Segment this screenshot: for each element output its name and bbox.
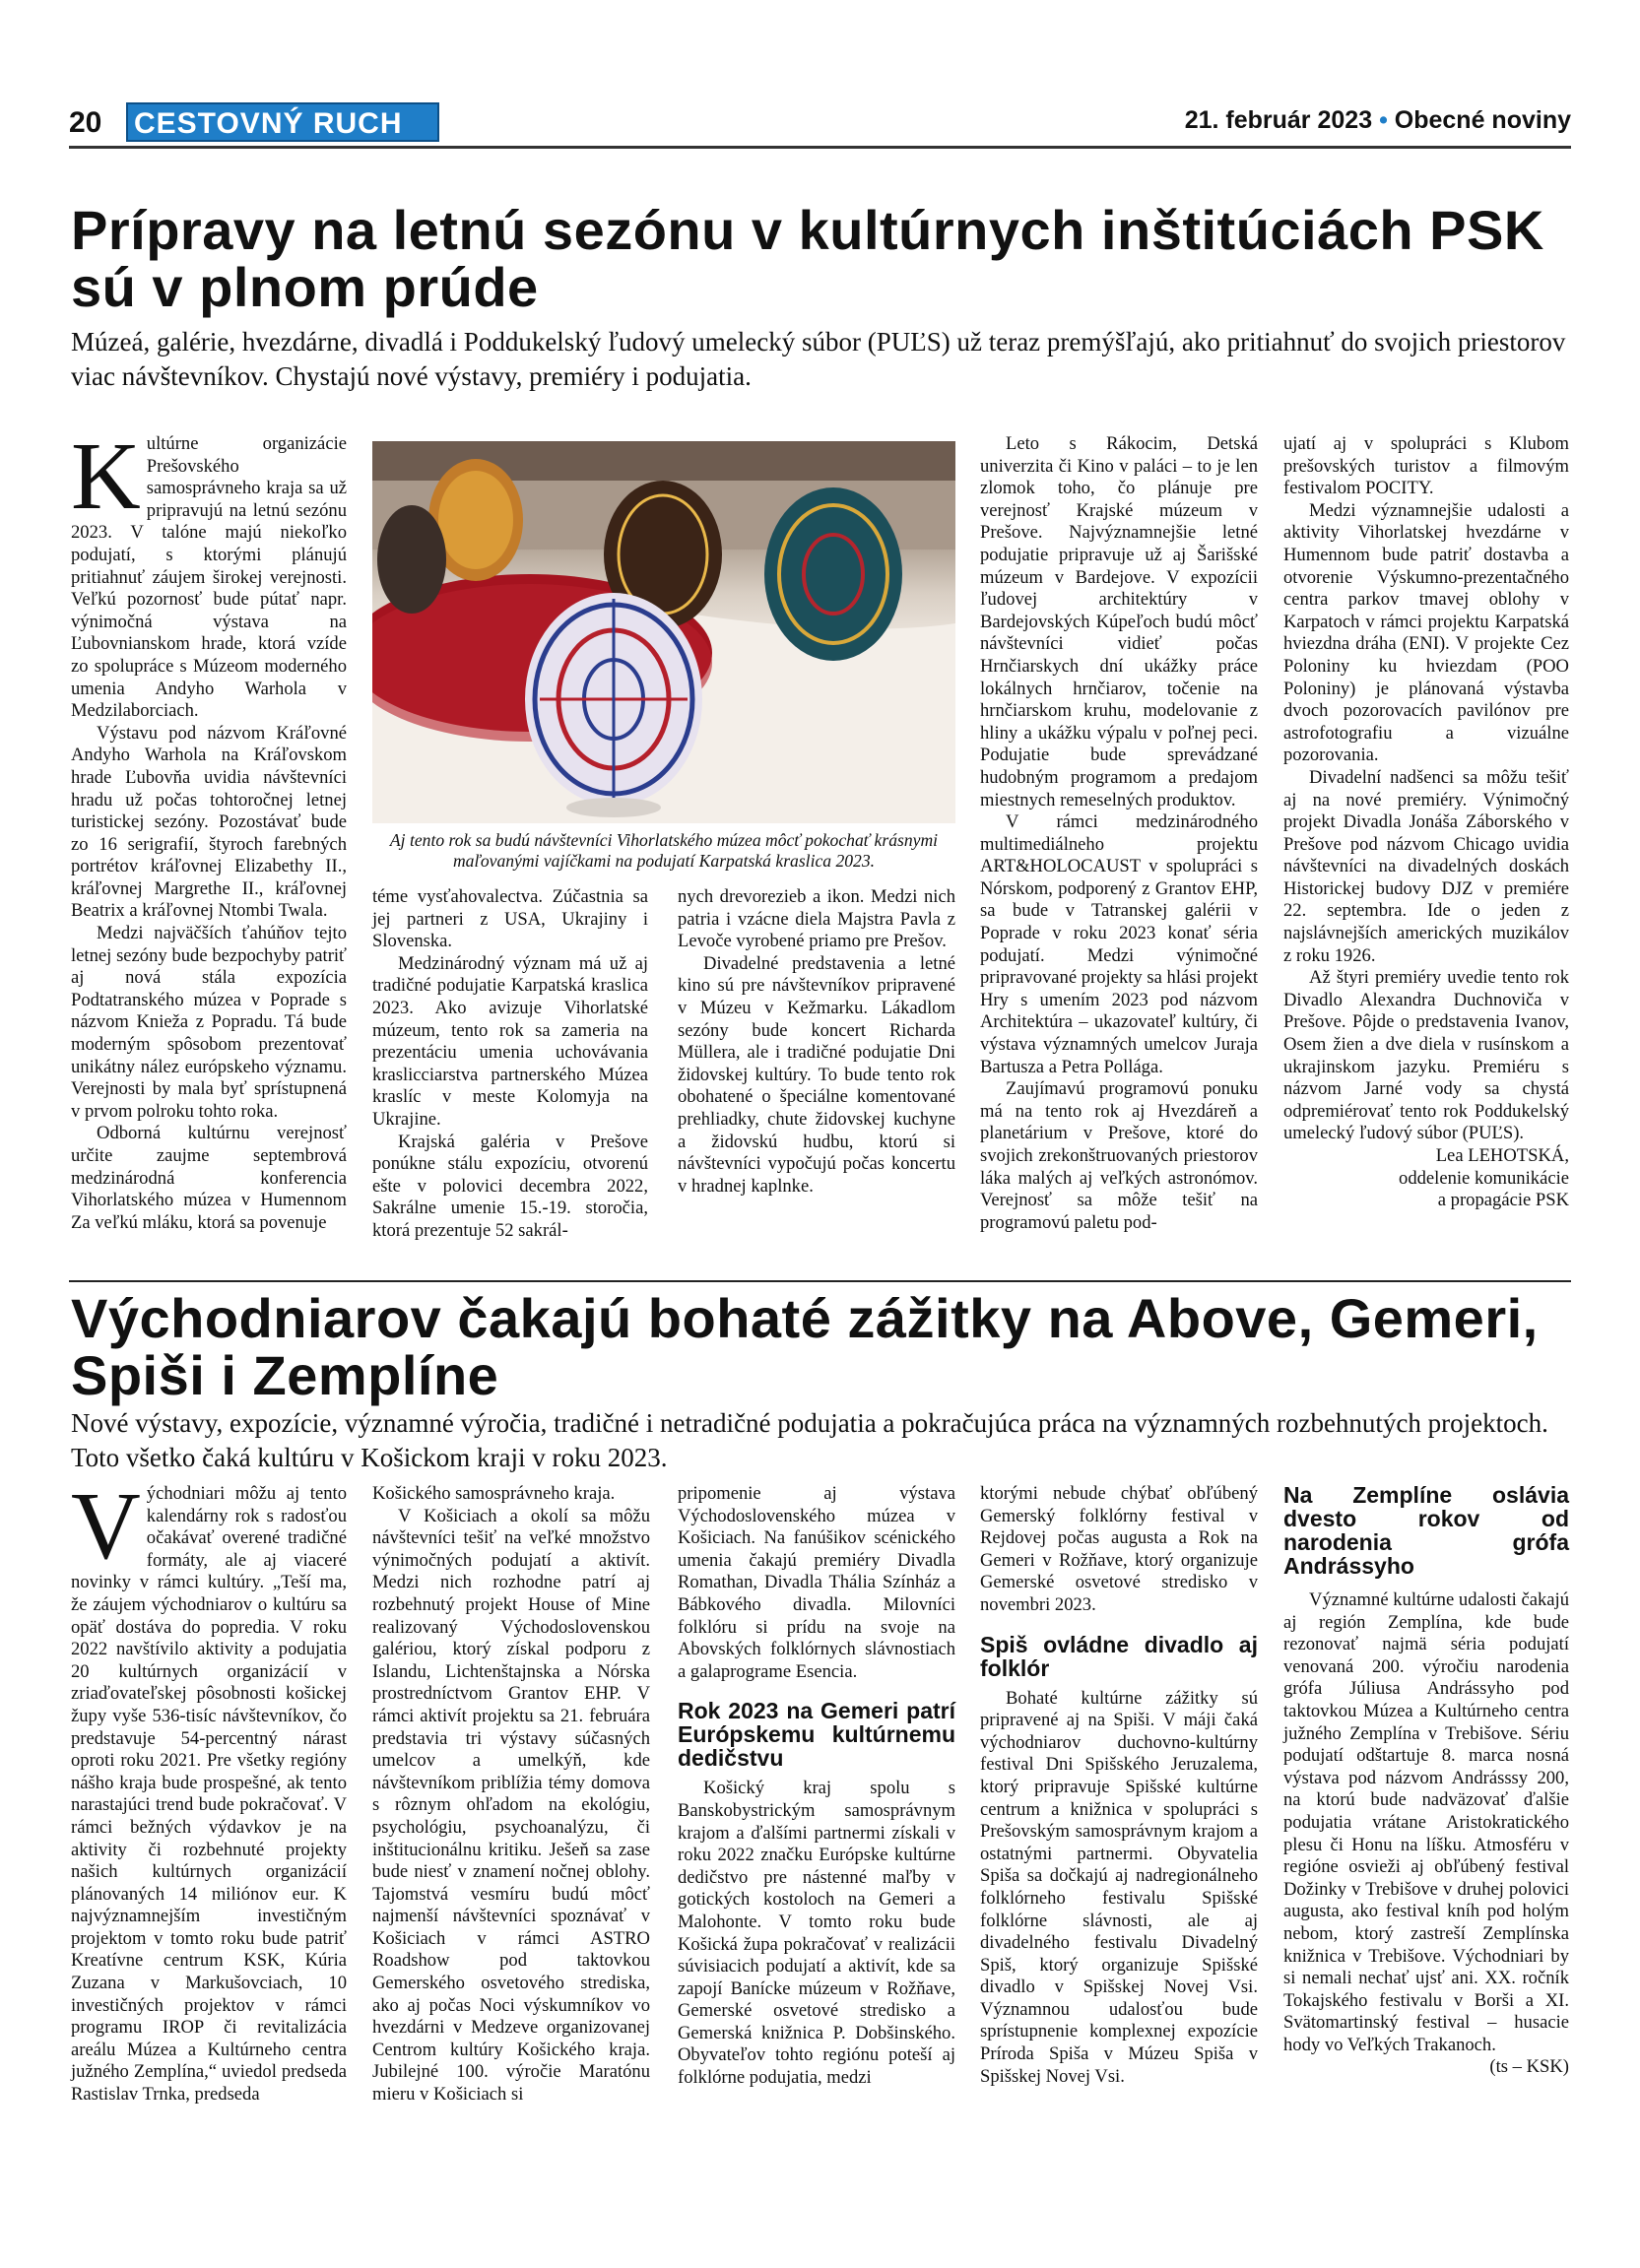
- article1-headline-line1: Prípravy na letnú sezónu v kultúrnych inštitúciách PSK: [71, 199, 1544, 261]
- article1-headline-line2: sú v plnom prúde: [71, 256, 539, 318]
- article2-headline: [71, 1287, 1578, 1406]
- paragraph: Divadelní nadšenci sa môžu tešiť aj na nové premiéry. Výnimočný projekt Divadla Jonáša Záborského v Prešove pod názvom Chicago uvidia návštevníci na divadelných doskách Historickej budovy DJZ v premiére 22. septembra. Ide o jeden z najslávnejších amerických muzikálov z roku 1926.: [1283, 766, 1569, 966]
- article1-signature: [1283, 1145, 1569, 1212]
- article2-headline-line2: Spiši i Zemplíne: [71, 1344, 499, 1406]
- article1-column-3: [678, 886, 955, 1198]
- newspaper-name: Obecné noviny: [1394, 106, 1571, 134]
- article-separator: [69, 1280, 1571, 1282]
- paragraph: ultúrne organizácie Prešovského samosprávneho kraja sa už pripravujú na letnú sezónu 2023. V talóne majú niekoľko podujatí, s ktorými plánujú pritiahnuť záujem širokej verejnosti. Veľkú pozornosť bude pútať napr. výnimočná výstava na Ľubovnianskom hrade, ktorá vzíde zo spolupráce s Múzeom moderného umenia Andyho Warhola v Medzilaborciach.: [71, 433, 347, 722]
- paragraph: Medzinárodný význam má už aj tradičné podujatie Karpatská kraslica 2023. Ako avizuje Vihorlatské múzeum, tento rok sa zameria na prezentáciu umenia uchovávania kraslicciarstva partnerského Múzea kraslíc v meste Kolomyja na Ukrajine.: [372, 952, 648, 1130]
- article2-column-5: [1283, 1483, 1569, 2079]
- issue-date: 21. február 2023: [1184, 106, 1373, 134]
- paragraph: téme vysťahovalectva. Zúčastnia sa jej partneri z USA, Ukrajiny i Slovenska.: [372, 886, 648, 952]
- paragraph: ujatí aj v spolupráci s Klubom prešovských turistov a filmovým festivalom POCITY.: [1283, 433, 1569, 499]
- paragraph: V rámci medzinárodného multimediálneho projektu ART&HOLOCAUST v spolupráci s Nórskom, podporený z Grantov EHP, sa bude v Tatranskej galérii v Poprade v roku 2023 konať séria podujatí. Medzi výnimočné pripravované projekty sa hlási projekt Hry s umením 2023 pod názvom Architektúra – ukazovateľ kultúry, či výstava významných umelcov Juraja Bartusza a Petra Pollága.: [980, 811, 1258, 1077]
- article2-column-4: [980, 1483, 1258, 2088]
- article2-headline-line1: Východniarov čakajú bohaté zážitky na Above, Gemeri,: [71, 1287, 1539, 1349]
- article2-signature: (ts – KSK): [1489, 2056, 1569, 2078]
- paragraph: Zaujímavú programovú ponuku má na tento rok aj Hvezdáreň a planetárium v Prešove, ktoré do svojich zrekonštruovaných priestorov láka malých aj veľkých astronómov. Verejnosť sa môže tešiť na programovú paletu pod-: [980, 1078, 1258, 1233]
- article2-column-2: [372, 1483, 650, 2106]
- article2-lead: Nové výstavy, expozície, významné výročia, tradičné i netradičné podujatia a pokračujúca práca na významných rozbehnutých projektoch. Toto všetko čaká kultúru v Košickom kraji v roku 2023.: [71, 1408, 1548, 1472]
- subheading: Rok 2023 na Gemeri patrí Európskemu kultúrnemu dedičstvu: [678, 1698, 955, 1772]
- paragraph: Krajská galéria v Prešove ponúkne stálu expozíciu, otvorenú ešte v polovici decembra 2022, Sakrálne umenie 15.-19. storočia, ktorá prezentuje 52 sakrál-: [372, 1131, 648, 1241]
- paragraph: Bohaté kultúrne zážitky sú pripravené aj na Spiši. V máji čaká východniarov duchovno-kultúrny festival Dni Spišského Jeruzalema, ktorý pripravuje Spišské kultúrne centrum a knižnica v spolupráci s Prešovským samosprávnym krajom a ostatnými partnermi. Obyvatelia Spiša sa dočkajú aj nadregionálneho folklórneho festivalu Spišské folklórne slávnosti, ale aj divadelného festivalu Divadelný Spiš, ktorý organizuje Spišské divadlo v Spišskej Novej Vsi. Významnou udalosťou bude sprístupnenie komplexnej expozície Príroda Spiša v Múzeu Spiša v Spišskej Novej Vsi.: [980, 1687, 1258, 2087]
- dropcap: K: [71, 423, 141, 530]
- photo-caption: Aj tento rok sa budú návštevníci Vihorlatského múzea môcť pokochať krásnymi maľovanými vajíčkami na podujatí Karpatská kraslica 2023.: [389, 830, 939, 871]
- article1-column-5: [1283, 433, 1569, 1212]
- article2-column-1: [71, 1473, 347, 2106]
- separator-dot: •: [1379, 106, 1388, 134]
- dropcap: V: [71, 1473, 141, 1580]
- paragraph: Medzi významnejšie udalosti a aktivity Vihorlatskej hvezdárne v Humennom bude patriť dostavba a otvorenie Výskumno-prezentačného centra parkov tmavej oblohy v Karpatoch v rámci projektu Karpatská hviezdna dráha (ENI). V projekte Cez Poloniny ku hviezdam (POO Poloniny) je plánovaná výstavba dvoch pozorovacích pavilónov pre astrofotografiu a vizuálne pozorovania.: [1283, 499, 1569, 766]
- paragraph: Leto s Rákocim, Detská univerzita či Kino v paláci – to je len zlomok toho, čo plánuje pre verejnosť Krajské múzeum v Prešove. Najvýznamnejšie letné podujatie pripravuje už aj Šarišské múzeum v Bardejove. V expozícii ľudovej architektúry v Bardejovských Kúpeľoch budú môcť návštevníci vidieť počas Hrnčiarskych dní ukážky práce lokálnych hrnčiarov, točenie na hrnčiarskom kruhu, modelovanie z hliny a ukážku výpalu v poľnej peci. Podujatie bude sprevádzané hudobným programom a predajom miestnych remeselných produktov.: [980, 433, 1258, 810]
- article1-lead: Múzeá, galérie, hvezdárne, divadlá i Poddukelský ľudový umelecký súbor (PUĽS) už teraz premýšľajú, ako pritiahnuť do svojich priestorov viac návštevníkov. Chystajú nové výstavy, premiéry i podujatia.: [71, 327, 1566, 391]
- paragraph: Až štyri premiéry uvedie tento rok Divadlo Alexandra Duchnoviča v Prešove. Pôjde o predstavenia Ivanov, Osem žien a dve diela v rusínskom a ukrajinskom jazyku. Premiéru s názvom Jarné vody sa chystá odpremiérovať tento rok Poddukelský umelecký ľudový súbor (PUĽS).: [1283, 967, 1569, 1144]
- signature-dept: a propagácie PSK: [1437, 1190, 1569, 1211]
- article2-column-3: [678, 1483, 955, 2090]
- paragraph: V Košiciach a okolí sa môžu návštevníci tešiť na veľké množstvo výnimočných podujatí a aktivít. Medzi nich rozhodne patrí aj rozbehnutý projekt House of Mine realizovaný Východoslovenskou galériou, ktorý získal podporu z Islandu, Lichtenštajnska a Nórska prostredníctvom Grantov EHP. V rámci aktivít projektu sa 21. februára predstavia tri výstavy súčasných umelcov a umelkýň, kde návštevníkom priblížia témy domova s rôznym ohľadom na ekológiu, psychológiu, psychoanalýzu, či inštitucionálnu kritiku. Ješeň sa zase bude niesť v znamení nočnej oblohy. Tajomstvá vesmíru budú môcť najmenší návštevníci spoznávať v Košiciach v rámci ASTRO Roadshow pod taktovkou Gemerského osvetového strediska, ako aj počas Noci výskumníkov vo hvezdárni v Medzeve organizovanej Centrom kultúry Košického kraja. Jubilejné 100. výročie Maratónu mieru v Košiciach si: [372, 1505, 650, 2106]
- paragraph: Výstavu pod názvom Kráľovné Andyho Warhola na Kráľovskom hrade Ľubovňa uvidia návštevníci hradu už počas tohtoročnej letnej turistickej sezóny. Pozostávať bude zo 16 serigrafií, štyroch farebných portrétov kráľovnej Elizabethy II., kráľovnej Margrethe II., kráľovnej Beatrix a kráľovnej Ntombi Twala.: [71, 722, 347, 922]
- article1-column-2: [372, 886, 648, 1243]
- paragraph: Košického samosprávneho kraja.: [372, 1483, 616, 1504]
- paragraph: Medzi najväčších ťahúňov tejto letnej sezóny bude bezpochyby patriť aj nová stála expozícia Podtatranského múzea v Poprade s názvom Knieža z Popradu. Tá bude moderným spôsobom prezentovať unikátny nález európskeho významu. Verejnosti by mala byť sprístupnená v prvom polroku tohto roka.: [71, 923, 347, 1122]
- paragraph: ýchodniari môžu aj tento kalendárny rok s radosťou očakávať overené tradičné formáty, ale aj viaceré novinky v rámci kultúry. „Teší ma, že záujem východniarov o kultúru sa opäť dostáva do popredia. V roku 2022 navštívilo aktivity a podujatia 20 kultúrnych organizácií v zriaďovateľskej pôsobnosti košickej župy vyše 536-tisíc návštevníkov, čo predstavuje 54-percentný nárast oproti roku 2021. Pre všetky regióny nášho kraja bude prospešné, ak tento narastajúci trend bude pokračovať. V rámci bežných výdavkov je na aktivity či rozbehnuté projekty našich kultúrnych organizácií plánovaných 14 miliónov eur. K najvýznamnejším investičným projektom v tomto roku bude patriť Kreatívne centrum KSK, Kúria Zuzana v Markušovciach, 10 investičných projektov v rámci programu IROP či revitalizácia areálu Múzea a Kultúrneho centra južného Zemplína,“ uviedol predseda Rastislav Trnka, predseda: [71, 1483, 347, 2106]
- section-tag: CESTOVNÝ RUCH: [126, 102, 439, 142]
- paragraph: Košický kraj spolu s Banskobystrickým samosprávnym krajom a ďalšími partnermi získali v roku 2022 značku Európske kultúrne dedičstvo pre nástenné maľby v gotických kostoloch na Gemeri a Malohonte. V tomto roku bude Košická župa pokračovať v realizácii súvisiacich podujatí a aktivít, kde sa zapojí Banícke múzeum v Rožňave, Gemerské osvetové stredisko a Gemerská knižnica P. Dobšinského. Obyvateľov tohto regiónu poteší aj folklórne podujatia, medzi: [678, 1778, 955, 2089]
- dateline: [1185, 106, 1571, 135]
- paragraph: nych drevorezieb a ikon. Medzi nich patria i vzácne diela Majstra Pavla z Levoče vyrobené priamo pre Prešov.: [678, 886, 955, 952]
- paragraph: pripomenie aj výstava Východoslovenského múzea v Košiciach. Na fanúšikov scénického umenia čakajú premiéry Divadla Romathan, Divadla Thália Színház a Bábkového divadla. Milovníci folklóru si prídu na svoje na Abovských folklórnych slávnostiach a galaprograme Esencia.: [678, 1483, 955, 1682]
- easter-eggs-photo: [372, 441, 955, 823]
- signature-dept: oddelenie komunikácie: [1399, 1167, 1569, 1189]
- paragraph: ktorými nebude chýbať obľúbený Gemerský folklórny festival v Rejdovej počas augusta a Rok na Gemeri v Rožňave, ktorý organizuje Gemerské osvetové stredisko v novembri 2023.: [980, 1483, 1258, 1615]
- subheading: Spiš ovládne divadlo aj folklór: [980, 1631, 1258, 1681]
- signature-name: Lea LEHOTSKÁ,: [1435, 1145, 1569, 1166]
- article1-column-4: [980, 433, 1258, 1234]
- paragraph: Divadelné predstavenia a letné kino sú pre návštevníkov pripravené v Múzeu v Kežmarku. Lákadlom sezóny bude koncert Richarda Müllera, ale i tradičné podujatie Dni židovskej kultúry. To bude tento rok obohatené o špeciálne komentované prehliadky, chute židovskej kuchyne a židovskú hudbu, ktorú si návštevníci vypočujú počas koncertu v hradnej kaplnke.: [678, 952, 955, 1197]
- page-number: 20: [69, 106, 102, 139]
- subheading: Na Zemplíne oslávia dvesto rokov od narodenia grófa Andrássyho: [1283, 1482, 1569, 1579]
- article1-column-1: [71, 423, 347, 1234]
- paragraph: Odborná kultúrnu verejnosť určite zaujme septembrová medzinárodná konferencia Vihorlatského múzea v Humennom Za veľkú mláku, ktorá sa povenuje: [71, 1123, 347, 1233]
- paragraph: Významné kultúrne udalosti čakajú aj región Zemplína, kde bude rezonovať najmä séria podujatí venovaná 200. výročiu narodenia grófa Júliusa Andrássyho pod taktovkou Múzea a Kultúrneho centra južného Zemplína v Trebišove. Sériu podujatí odštartuje 8. marca nosná výstava pod názvom Andrásssy 200, na ktorú bude nadväzovať ďalšie podujatia vrátane Aristokratického plesu či Honu na líšku. Atmosféru v regióne osvieži aj obľúbený festival Dožinky v Trebišove v druhej polovici augusta, ako festival kníh pod holým nebom, ktorý zastreší Zemplínska knižnica v Trebišove. Východniari by si nemali nechať ujsť ani. XX. ročník Tokajského festivalu v Borši a XI. Svätomartinský festival – husacie hody vo Veľkých Trakanoch.: [1283, 1589, 1569, 2055]
- easter-eggs-illustration: [372, 441, 955, 823]
- article1-headline: [71, 199, 1578, 318]
- header-rule: [69, 146, 1571, 149]
